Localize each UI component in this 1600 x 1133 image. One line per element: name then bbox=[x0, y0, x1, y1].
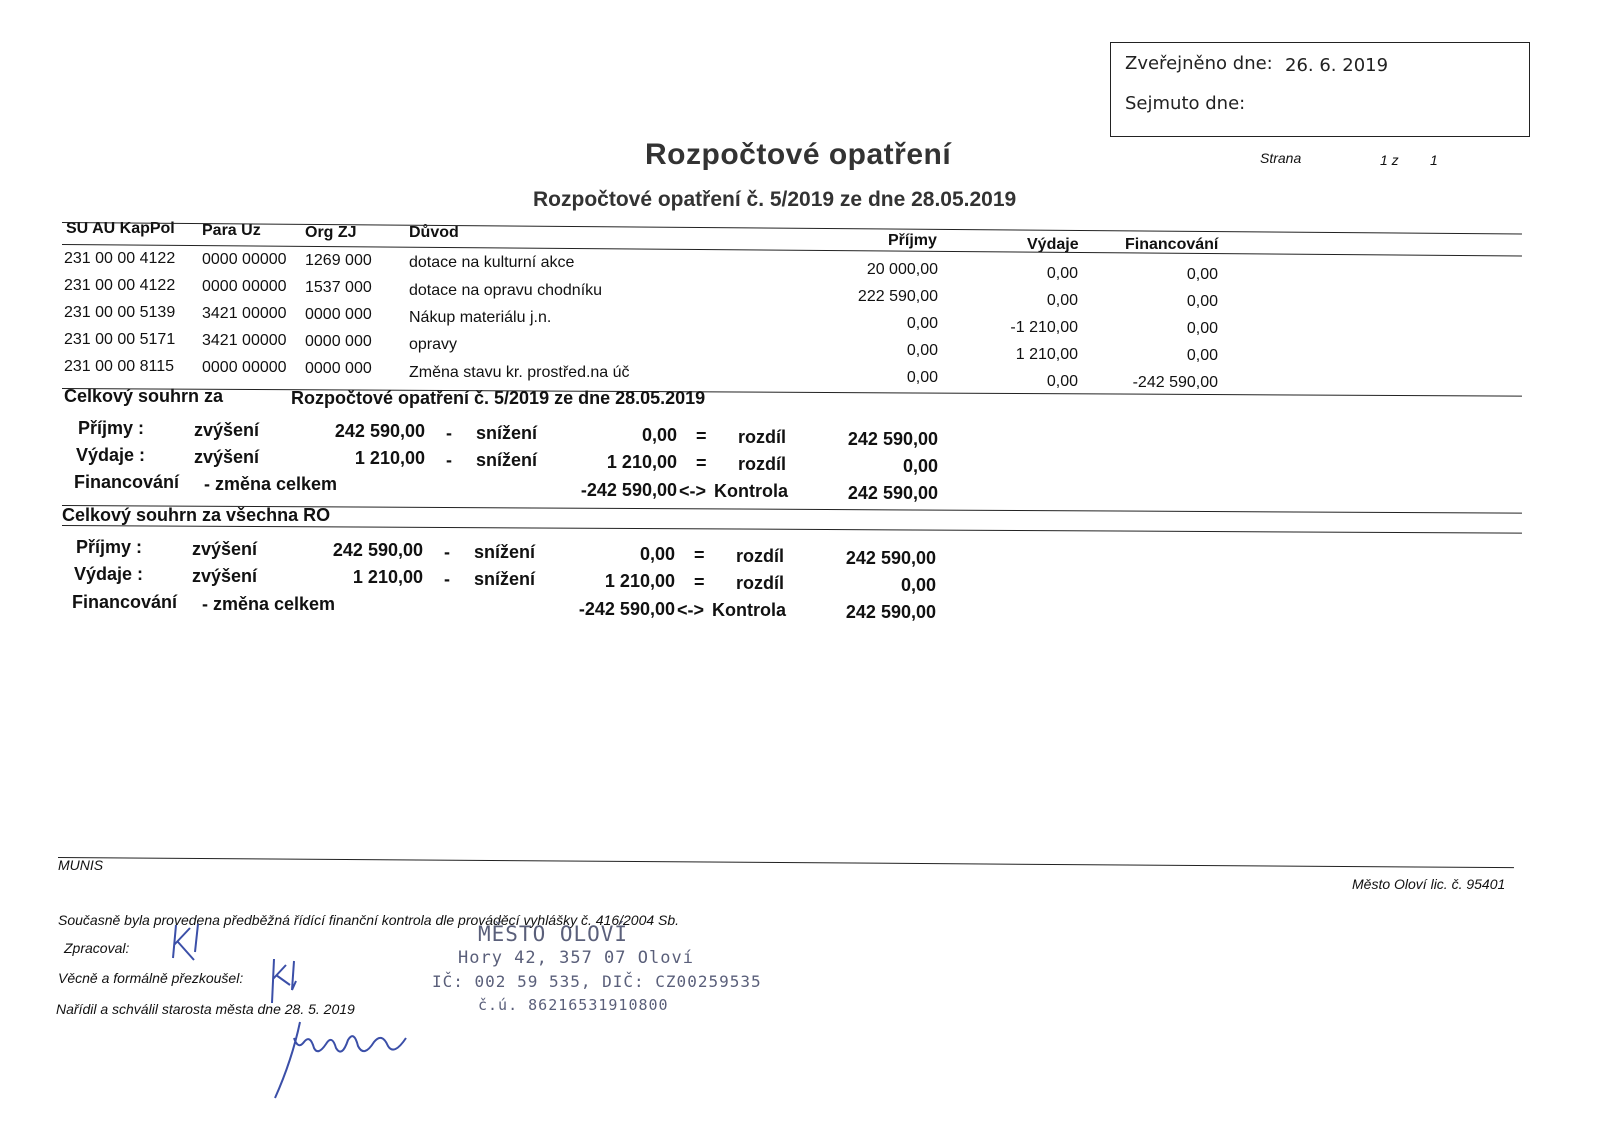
row-income: 222 590,00 bbox=[857, 288, 938, 305]
summary-doc-heading-ref: Rozpočtové opatření č. 5/2019 ze dne 28.05.2019 bbox=[291, 388, 706, 408]
header-income: Příjmy bbox=[888, 232, 937, 249]
income-dash: - bbox=[444, 542, 450, 562]
financing-arrow: <-> bbox=[679, 481, 707, 501]
income-decrease-label: snížení bbox=[476, 423, 538, 443]
header-org-zj: Org ZJ bbox=[305, 224, 357, 241]
row-income: 20 000,00 bbox=[866, 261, 938, 278]
row-codes: 231 00 00 5171 bbox=[64, 331, 176, 348]
row-reason: opravy bbox=[409, 336, 458, 353]
row-financing: -242 590,00 bbox=[1132, 374, 1218, 391]
row-expense: 0,00 bbox=[1046, 265, 1078, 282]
row-org-zj: 0000 000 bbox=[305, 360, 372, 377]
page-label: Strana bbox=[1260, 150, 1302, 166]
financing-change-label: - změna celkem bbox=[202, 594, 336, 614]
footer-rule bbox=[58, 857, 1514, 868]
summary-doc-heading: Celkový souhrn za bbox=[64, 386, 224, 406]
income-eq: = bbox=[696, 426, 707, 446]
row-org-zj: 0000 000 bbox=[305, 333, 372, 350]
financing-label: Financování bbox=[72, 592, 178, 612]
income-increase: 242 590,00 bbox=[332, 540, 423, 560]
reviewed-label: Věcně a formálně přezkoušel: bbox=[58, 970, 244, 986]
expense-eq: = bbox=[694, 572, 705, 592]
row-financing: 0,00 bbox=[1186, 320, 1218, 337]
summary-all-heading: Celkový souhrn za všechna RO bbox=[62, 505, 331, 525]
income-increase-label: zvýšení bbox=[194, 420, 260, 440]
expense-diff-label: rozdíl bbox=[738, 454, 786, 474]
financing-label: Financování bbox=[74, 472, 180, 492]
page-title: Rozpočtové opatření bbox=[645, 138, 952, 171]
page-current: 1 z bbox=[1380, 152, 1399, 168]
publication-box bbox=[1110, 42, 1530, 137]
income-decrease: 0,00 bbox=[641, 425, 677, 445]
expense-label: Výdaje : bbox=[74, 564, 144, 584]
expense-dash: - bbox=[446, 450, 452, 470]
expense-decrease: 1 210,00 bbox=[604, 571, 675, 591]
row-income: 0,00 bbox=[906, 342, 938, 359]
row-financing: 0,00 bbox=[1186, 266, 1218, 283]
expense-increase-label: zvýšení bbox=[192, 566, 258, 586]
financing-arrow: <-> bbox=[677, 600, 705, 620]
published-label: Zveřejněno dne: bbox=[1125, 53, 1273, 74]
summary-all-bottom-rule bbox=[62, 525, 1522, 534]
financing-change-label: - změna celkem bbox=[204, 474, 338, 494]
header-reason: Důvod bbox=[409, 224, 459, 241]
row-financing: 0,00 bbox=[1186, 347, 1218, 364]
expense-eq: = bbox=[696, 453, 707, 473]
expense-diff: 0,00 bbox=[902, 456, 938, 476]
page-total: 1 bbox=[1430, 152, 1438, 168]
expense-increase: 1 210,00 bbox=[354, 448, 425, 468]
published-date: 26. 6. 2019 bbox=[1285, 55, 1389, 76]
row-para-uz: 3421 00000 bbox=[202, 305, 287, 322]
row-org-zj: 1269 000 bbox=[305, 252, 372, 269]
control-note: Současně byla provedena předběžná řídící finanční kontrola dle prováděcí vyhlášky č. 416/2004 Sb. bbox=[58, 912, 680, 928]
expense-diff-label: rozdíl bbox=[736, 573, 784, 593]
income-eq: = bbox=[694, 545, 705, 565]
income-decrease-label: snížení bbox=[474, 542, 536, 562]
income-diff: 242 590,00 bbox=[845, 548, 936, 568]
row-income: 0,00 bbox=[906, 369, 938, 386]
stamp-name: MĚSTO OLOVÍ bbox=[478, 922, 629, 946]
row-reason: dotace na opravu chodníku bbox=[409, 282, 603, 299]
expense-increase-label: zvýšení bbox=[194, 447, 260, 467]
row-codes: 231 00 00 5139 bbox=[64, 304, 176, 321]
expense-label: Výdaje : bbox=[76, 445, 146, 465]
approved-label: Nařídil a schválil starosta města dne 28. 5. 2019 bbox=[56, 1001, 355, 1017]
financing-check: 242 590,00 bbox=[847, 483, 938, 503]
row-expense: 0,00 bbox=[1046, 373, 1078, 390]
prepared-label: Zpracoval: bbox=[64, 940, 130, 956]
stamp-account: č.ú. 86216531910800 bbox=[478, 996, 669, 1014]
income-increase-label: zvýšení bbox=[192, 539, 258, 559]
header-codes: SU AU KapPol bbox=[66, 220, 175, 237]
income-increase: 242 590,00 bbox=[334, 421, 425, 441]
expense-decrease-label: snížení bbox=[474, 569, 536, 589]
summary-doc-top-rule bbox=[62, 388, 1522, 397]
mayor-signature bbox=[270, 1020, 430, 1100]
row-reason: Nákup materiálu j.n. bbox=[409, 309, 552, 326]
row-expense: -1 210,00 bbox=[1010, 319, 1078, 336]
expense-increase: 1 210,00 bbox=[352, 567, 423, 587]
financing-check-label: Kontrola bbox=[712, 600, 786, 620]
license-note: Město Oloví lic. č. 95401 bbox=[1352, 876, 1506, 892]
row-financing: 0,00 bbox=[1186, 293, 1218, 310]
row-income: 0,00 bbox=[906, 315, 938, 332]
row-codes: 231 00 00 4122 bbox=[64, 250, 176, 267]
financing-value: -242 590,00 bbox=[578, 599, 675, 619]
header-expense: Výdaje bbox=[1027, 236, 1079, 253]
row-para-uz: 3421 00000 bbox=[202, 332, 287, 349]
row-para-uz: 0000 00000 bbox=[202, 359, 287, 376]
income-label: Příjmy : bbox=[76, 537, 143, 557]
stamp-address: Hory 42, 357 07 Oloví bbox=[458, 948, 694, 968]
row-reason: dotace na kulturní akce bbox=[409, 254, 575, 271]
header-financing: Financování bbox=[1125, 236, 1219, 253]
stamp-ids: IČ: 002 59 535, DIČ: CZ00259535 bbox=[432, 972, 762, 991]
expense-decrease-label: snížení bbox=[476, 450, 538, 470]
header-para-uz: Para Uz bbox=[202, 222, 261, 239]
prepared-signature bbox=[168, 920, 208, 965]
financing-value: -242 590,00 bbox=[580, 480, 677, 500]
row-codes: 231 00 00 4122 bbox=[64, 277, 176, 294]
income-diff: 242 590,00 bbox=[847, 429, 938, 449]
row-reason: Změna stavu kr. prostřed.na úč bbox=[409, 364, 630, 381]
row-codes: 231 00 00 8115 bbox=[64, 358, 175, 375]
income-decrease: 0,00 bbox=[639, 544, 675, 564]
expense-diff: 0,00 bbox=[900, 575, 936, 595]
income-diff-label: rozdíl bbox=[738, 427, 786, 447]
income-diff-label: rozdíl bbox=[736, 546, 784, 566]
software-name: MUNIS bbox=[58, 857, 104, 873]
financing-check-label: Kontrola bbox=[714, 481, 788, 501]
financing-check: 242 590,00 bbox=[845, 602, 936, 622]
row-org-zj: 0000 000 bbox=[305, 306, 372, 323]
row-expense: 1 210,00 bbox=[1015, 346, 1078, 363]
row-para-uz: 0000 00000 bbox=[202, 278, 287, 295]
income-label: Příjmy : bbox=[78, 418, 145, 438]
row-expense: 0,00 bbox=[1046, 292, 1078, 309]
income-dash: - bbox=[446, 423, 452, 443]
row-org-zj: 1537 000 bbox=[305, 279, 372, 296]
header-top-rule bbox=[62, 222, 1522, 234]
expense-dash: - bbox=[444, 569, 450, 589]
document-subtitle: Rozpočtové opatření č. 5/2019 ze dne 28.05.2019 bbox=[533, 188, 1017, 211]
reviewed-signature bbox=[266, 955, 306, 1010]
row-para-uz: 0000 00000 bbox=[202, 251, 287, 268]
removed-label: Sejmuto dne: bbox=[1125, 93, 1246, 114]
expense-decrease: 1 210,00 bbox=[606, 452, 677, 472]
